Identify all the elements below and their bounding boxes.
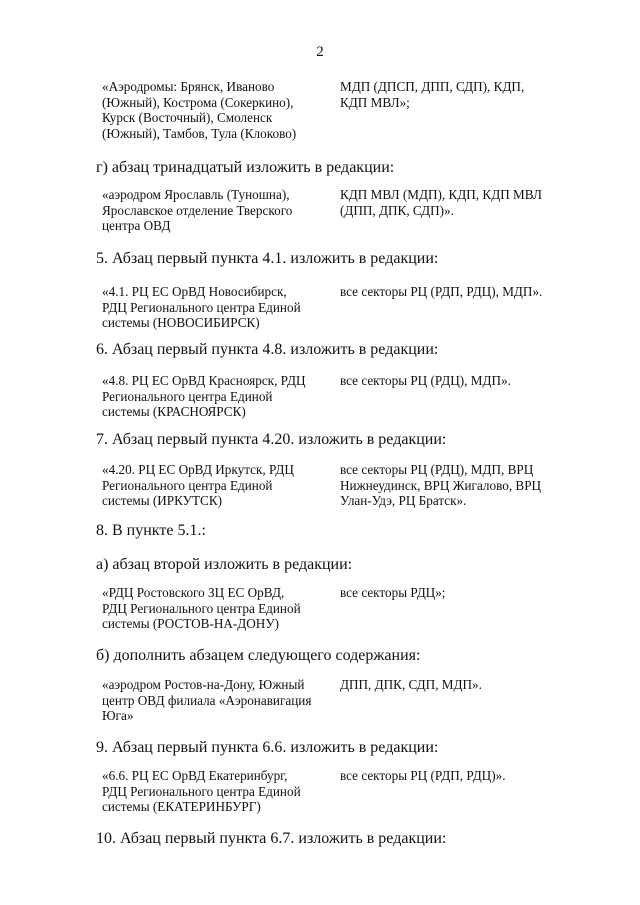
section-heading: а) абзац второй изложить в редакции: bbox=[96, 556, 353, 573]
entry-right-text: все секторы РЦ (РДП, РДЦ)». bbox=[340, 768, 506, 783]
page-number: 2 bbox=[316, 44, 324, 60]
section-heading: 8. В пункте 5.1.: bbox=[96, 522, 206, 539]
entry-left-text: «4.1. РЦ ЕС ОрВД Новосибирск, РДЦ Регионального центра Единой системы (НОВОСИБИРСК) bbox=[102, 284, 301, 331]
entry-left-text: «аэродром Ярославль (Туношна), Ярославское отделение Тверского центра ОВД bbox=[102, 187, 293, 234]
entry-right-text: все секторы РЦ (РДП, РДЦ), МДП». bbox=[340, 284, 543, 299]
section-heading: г) абзац тринадцатый изложить в редакции: bbox=[96, 159, 395, 176]
entry-left-text: «4.20. РЦ ЕС ОрВД Иркутск, РДЦ Регионального центра Единой системы (ИРКУТСК) bbox=[102, 462, 294, 509]
section-heading: 6. Абзац первый пункта 4.8. изложить в редакции: bbox=[96, 341, 439, 358]
entry-right-text: ДПП, ДПК, СДП, МДП». bbox=[340, 677, 482, 692]
entry-right-text: КДП МВЛ (МДП), КДП, КДП МВЛ (ДПП, ДПК, СДП)». bbox=[340, 187, 542, 218]
entry-right-text: МДП (ДПСП, ДПП, СДП), КДП, КДП МВЛ»; bbox=[340, 79, 525, 110]
entry-left-text: «РДЦ Ростовского ЗЦ ЕС ОрВД, РДЦ Регионального центра Единой системы (РОСТОВ-НА-ДОНУ) bbox=[102, 585, 301, 632]
section-heading: б) дополнить абзацем следующего содержания: bbox=[96, 647, 421, 664]
section-heading: 10. Абзац первый пункта 6.7. изложить в редакции: bbox=[96, 830, 447, 847]
section-heading: 7. Абзац первый пункта 4.20. изложить в редакции: bbox=[96, 431, 447, 448]
entry-left-text: «Аэродромы: Брянск, Иваново (Южный), Кострома (Сокеркино), Курск (Восточный), Смоленск (Южный), Тамбов, Тула (Клоково) bbox=[102, 79, 297, 141]
entry-right-text: все секторы РДЦ»; bbox=[340, 585, 446, 600]
entry-right-text: все секторы РЦ (РДЦ), МДП». bbox=[340, 373, 511, 388]
entry-left-text: «4.8. РЦ ЕС ОрВД Красноярск, РДЦ Регионального центра Единой системы (КРАСНОЯРСК) bbox=[102, 373, 306, 420]
entry-right-text: все секторы РЦ (РДЦ), МДП, ВРЦ Нижнеудинск, ВРЦ Жигалово, ВРЦ Улан-Удэ, РЦ Братск». bbox=[340, 462, 542, 509]
entry-left-text: «аэродром Ростов-на-Дону, Южный центр ОВД филиала «Аэронавигация Юга» bbox=[102, 677, 312, 724]
section-heading: 9. Абзац первый пункта 6.6. изложить в редакции: bbox=[96, 739, 439, 756]
entry-left-text: «6.6. РЦ ЕС ОрВД Екатеринбург, РДЦ Регионального центра Единой системы (ЕКАТЕРИНБУРГ) bbox=[102, 768, 301, 815]
section-heading: 5. Абзац первый пункта 4.1. изложить в редакции: bbox=[96, 250, 439, 267]
